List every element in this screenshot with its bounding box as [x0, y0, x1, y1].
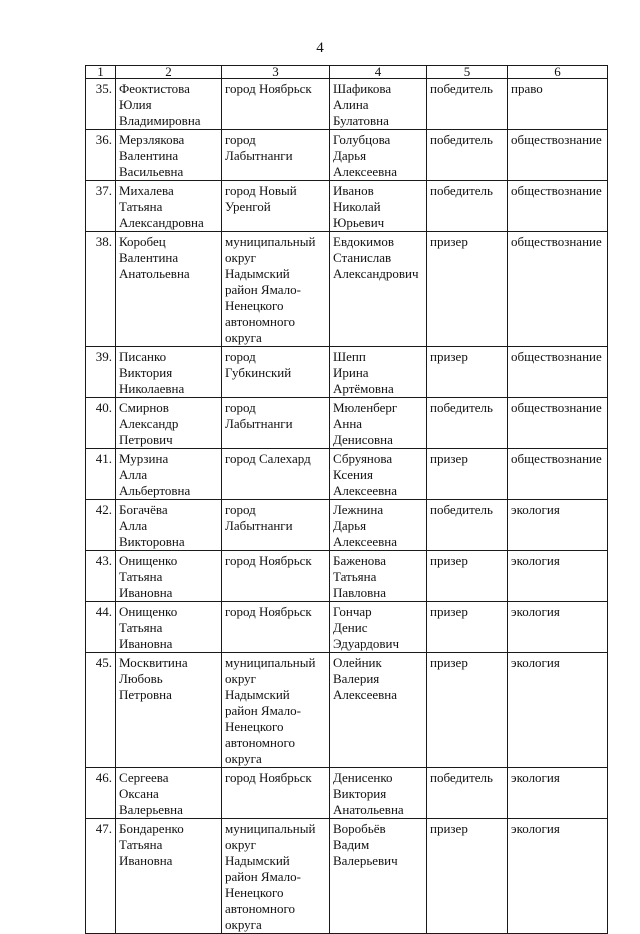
cell-number: 47. — [86, 819, 116, 934]
cell-place: город Ноябрьск — [222, 602, 330, 653]
header-cell-place: 3 — [222, 66, 330, 79]
cell-teacher: Бондаренко Татьяна Ивановна — [116, 819, 222, 934]
cell-student: Евдокимов Станислав Александрович — [330, 232, 427, 347]
table-row — [86, 130, 608, 181]
cell-subject: экология — [508, 500, 608, 551]
cell-subject: экология — [508, 602, 608, 653]
cell-place: город Ноябрьск — [222, 768, 330, 819]
cell-student: Гончар Денис Эдуардович — [330, 602, 427, 653]
cell-subject: экология — [508, 819, 608, 934]
table-row — [86, 347, 608, 398]
cell-student: Воробьёв Вадим Валерьевич — [330, 819, 427, 934]
cell-status: призер — [427, 449, 508, 500]
cell-subject: обществознание — [508, 398, 608, 449]
cell-teacher: Онищенко Татьяна Ивановна — [116, 551, 222, 602]
cell-subject: обществознание — [508, 181, 608, 232]
cell-student: Баженова Татьяна Павловна — [330, 551, 427, 602]
cell-number: 39. — [86, 347, 116, 398]
cell-student: Лежнина Дарья Алексеевна — [330, 500, 427, 551]
cell-student: Шафикова Алина Булатовна — [330, 79, 427, 130]
cell-number: 44. — [86, 602, 116, 653]
cell-teacher: Мерзлякова Валентина Васильевна — [116, 130, 222, 181]
cell-subject: обществознание — [508, 130, 608, 181]
cell-status: победитель — [427, 130, 508, 181]
cell-student: Олейник Валерия Алексеевна — [330, 653, 427, 768]
cell-place: город Салехард — [222, 449, 330, 500]
cell-number: 35. — [86, 79, 116, 130]
cell-subject: обществознание — [508, 347, 608, 398]
cell-subject: обществознание — [508, 232, 608, 347]
cell-teacher: Коробец Валентина Анатольевна — [116, 232, 222, 347]
cell-subject: экология — [508, 653, 608, 768]
cell-student: Сбруянова Ксения Алексеевна — [330, 449, 427, 500]
header-cell-status: 5 — [427, 66, 508, 79]
table-row — [86, 551, 608, 602]
cell-place: город Ноябрьск — [222, 79, 330, 130]
cell-status: победитель — [427, 79, 508, 130]
table-row — [86, 398, 608, 449]
table-row — [86, 602, 608, 653]
cell-status: победитель — [427, 181, 508, 232]
cell-student: Иванов Николай Юрьевич — [330, 181, 427, 232]
cell-number: 43. — [86, 551, 116, 602]
table-row — [86, 768, 608, 819]
cell-number: 41. — [86, 449, 116, 500]
results-table — [85, 65, 608, 934]
cell-student: Мюленберг Анна Денисовна — [330, 398, 427, 449]
cell-place: муниципальный округ Надымский район Ямало- Ненецкого автономного округа — [222, 232, 330, 347]
cell-teacher: Смирнов Александр Петрович — [116, 398, 222, 449]
table-row — [86, 232, 608, 347]
cell-subject: право — [508, 79, 608, 130]
cell-teacher: Сергеева Оксана Валерьевна — [116, 768, 222, 819]
cell-status: призер — [427, 551, 508, 602]
cell-subject: экология — [508, 551, 608, 602]
cell-status: призер — [427, 602, 508, 653]
cell-teacher: Мурзина Алла Альбертовна — [116, 449, 222, 500]
table-row — [86, 819, 608, 934]
cell-place: город Лабытнанги — [222, 500, 330, 551]
table-row — [86, 181, 608, 232]
cell-number: 36. — [86, 130, 116, 181]
cell-number: 40. — [86, 398, 116, 449]
cell-number: 46. — [86, 768, 116, 819]
cell-teacher: Писанко Виктория Николаевна — [116, 347, 222, 398]
cell-number: 37. — [86, 181, 116, 232]
cell-teacher: Михалева Татьяна Александровна — [116, 181, 222, 232]
header-cell-subject: 6 — [508, 66, 608, 79]
cell-teacher: Москвитина Любовь Петровна — [116, 653, 222, 768]
table-row — [86, 79, 608, 130]
cell-number: 42. — [86, 500, 116, 551]
cell-place: город Губкинский — [222, 347, 330, 398]
table-body — [86, 79, 608, 934]
cell-student: Денисенко Виктория Анатольевна — [330, 768, 427, 819]
cell-status: победитель — [427, 398, 508, 449]
table-header-row — [86, 66, 608, 79]
cell-status: призер — [427, 653, 508, 768]
cell-teacher: Феоктистова Юлия Владимировна — [116, 79, 222, 130]
cell-status: призер — [427, 232, 508, 347]
cell-subject: экология — [508, 768, 608, 819]
cell-status: победитель — [427, 500, 508, 551]
cell-number: 38. — [86, 232, 116, 347]
cell-student: Шепп Ирина Артёмовна — [330, 347, 427, 398]
page-number: 4 — [316, 40, 324, 56]
cell-teacher: Богачёва Алла Викторовна — [116, 500, 222, 551]
cell-place: город Ноябрьск — [222, 551, 330, 602]
cell-status: победитель — [427, 768, 508, 819]
cell-place: муниципальный округ Надымский район Ямало- Ненецкого автономного округа — [222, 653, 330, 768]
table-row — [86, 653, 608, 768]
cell-number: 45. — [86, 653, 116, 768]
header-cell-number: 1 — [86, 66, 116, 79]
cell-subject: обществознание — [508, 449, 608, 500]
cell-status: призер — [427, 347, 508, 398]
cell-place: муниципальный округ Надымский район Ямало- Ненецкого автономного округа — [222, 819, 330, 934]
table-row — [86, 500, 608, 551]
cell-teacher: Онищенко Татьяна Ивановна — [116, 602, 222, 653]
table-row — [86, 449, 608, 500]
cell-place: город Лабытнанги — [222, 130, 330, 181]
cell-student: Голубцова Дарья Алексеевна — [330, 130, 427, 181]
cell-place: город Новый Уренгой — [222, 181, 330, 232]
cell-status: призер — [427, 819, 508, 934]
cell-place: город Лабытнанги — [222, 398, 330, 449]
header-cell-teacher: 2 — [116, 66, 222, 79]
header-cell-student: 4 — [330, 66, 427, 79]
